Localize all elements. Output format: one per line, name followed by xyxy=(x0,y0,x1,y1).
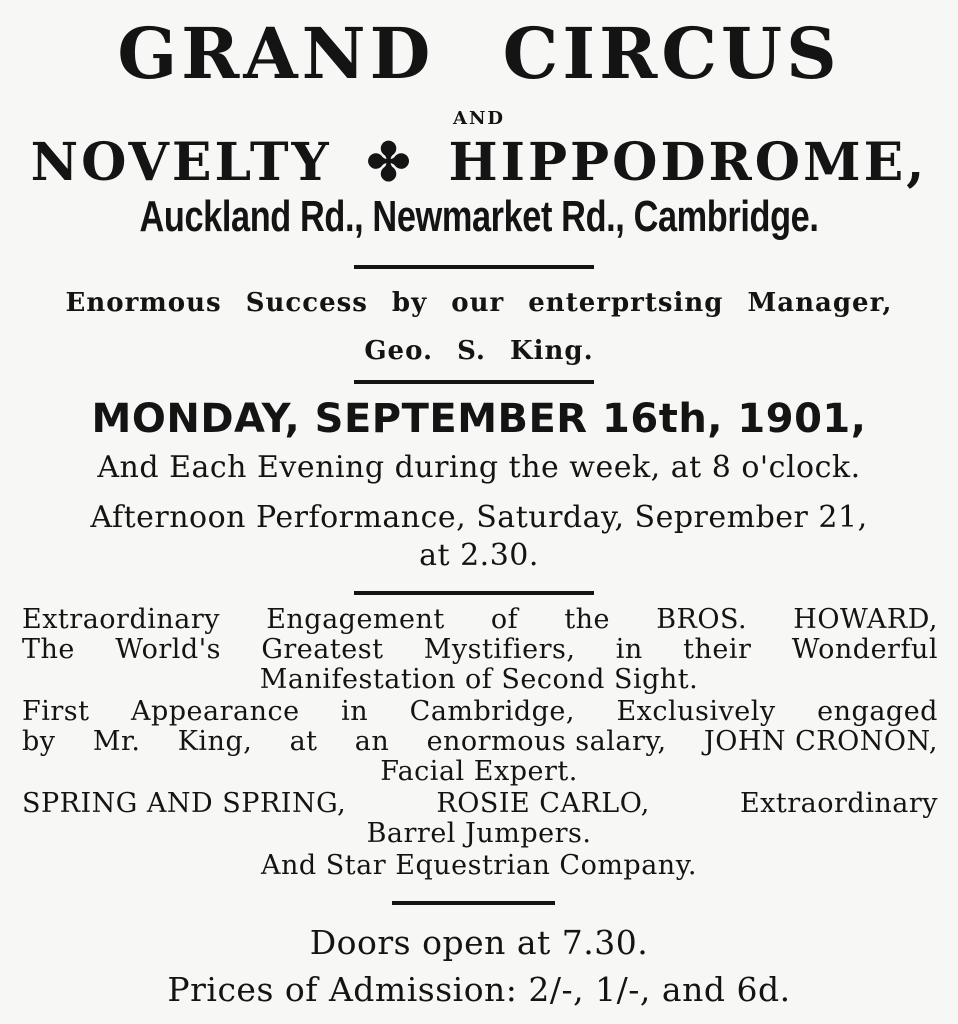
divider-rule xyxy=(392,901,555,905)
venue-address: Auckland Rd., Newmarket Rd., Cambridge. xyxy=(139,192,819,241)
manager-line: Enormous Success by our enterprtsing Manager, xyxy=(65,288,893,318)
doors-open: Doors open at 7.30. xyxy=(309,923,649,962)
afternoon-time: at 2.30. xyxy=(419,538,539,573)
program-line-5: by Mr. King, at an enormous salary, JOHN CRONON, xyxy=(22,726,938,757)
hippodrome-word: HIPPODROME, xyxy=(448,132,928,193)
program-line-2: The World's Greatest Mystifiers, in their Wonderful xyxy=(22,634,938,665)
ornament-icon: ✤ xyxy=(366,132,414,193)
program-line-4: First Appearance in Cambridge, Exclusively engaged xyxy=(22,696,938,727)
afternoon-schedule: Afternoon Performance, Saturday, Seprember 21, xyxy=(90,500,868,535)
program-line-7: SPRING AND SPRING, ROSIE CARLO, Extraordinary xyxy=(22,788,938,819)
novelty-word: NOVELTY xyxy=(30,132,332,193)
program-line-1: Extraordinary Engagement of the BROS. HOWARD, xyxy=(22,604,938,635)
divider-rule xyxy=(354,265,594,269)
program-line-9: And Star Equestrian Company. xyxy=(261,850,697,881)
hippodrome-heading xyxy=(0,132,958,193)
program-line-3: Manifestation of Second Sight. xyxy=(259,664,699,695)
divider-rule xyxy=(354,591,594,595)
circus-title: GRAND CIRCUS xyxy=(117,12,841,95)
evening-schedule: And Each Evening during the week, at 8 o'clock. xyxy=(97,450,861,485)
manager-name: Geo. S. King. xyxy=(364,336,594,366)
admission-prices: Prices of Admission: 2/-, 1/-, and 6d. xyxy=(167,970,791,1009)
program-line-8: Barrel Jumpers. xyxy=(366,818,592,849)
divider-rule xyxy=(354,380,594,384)
and-connector: AND xyxy=(452,108,506,129)
program-line-6: Facial Expert. xyxy=(380,756,578,787)
opening-date: MONDAY, SEPTEMBER 16th, 1901, xyxy=(91,396,867,442)
